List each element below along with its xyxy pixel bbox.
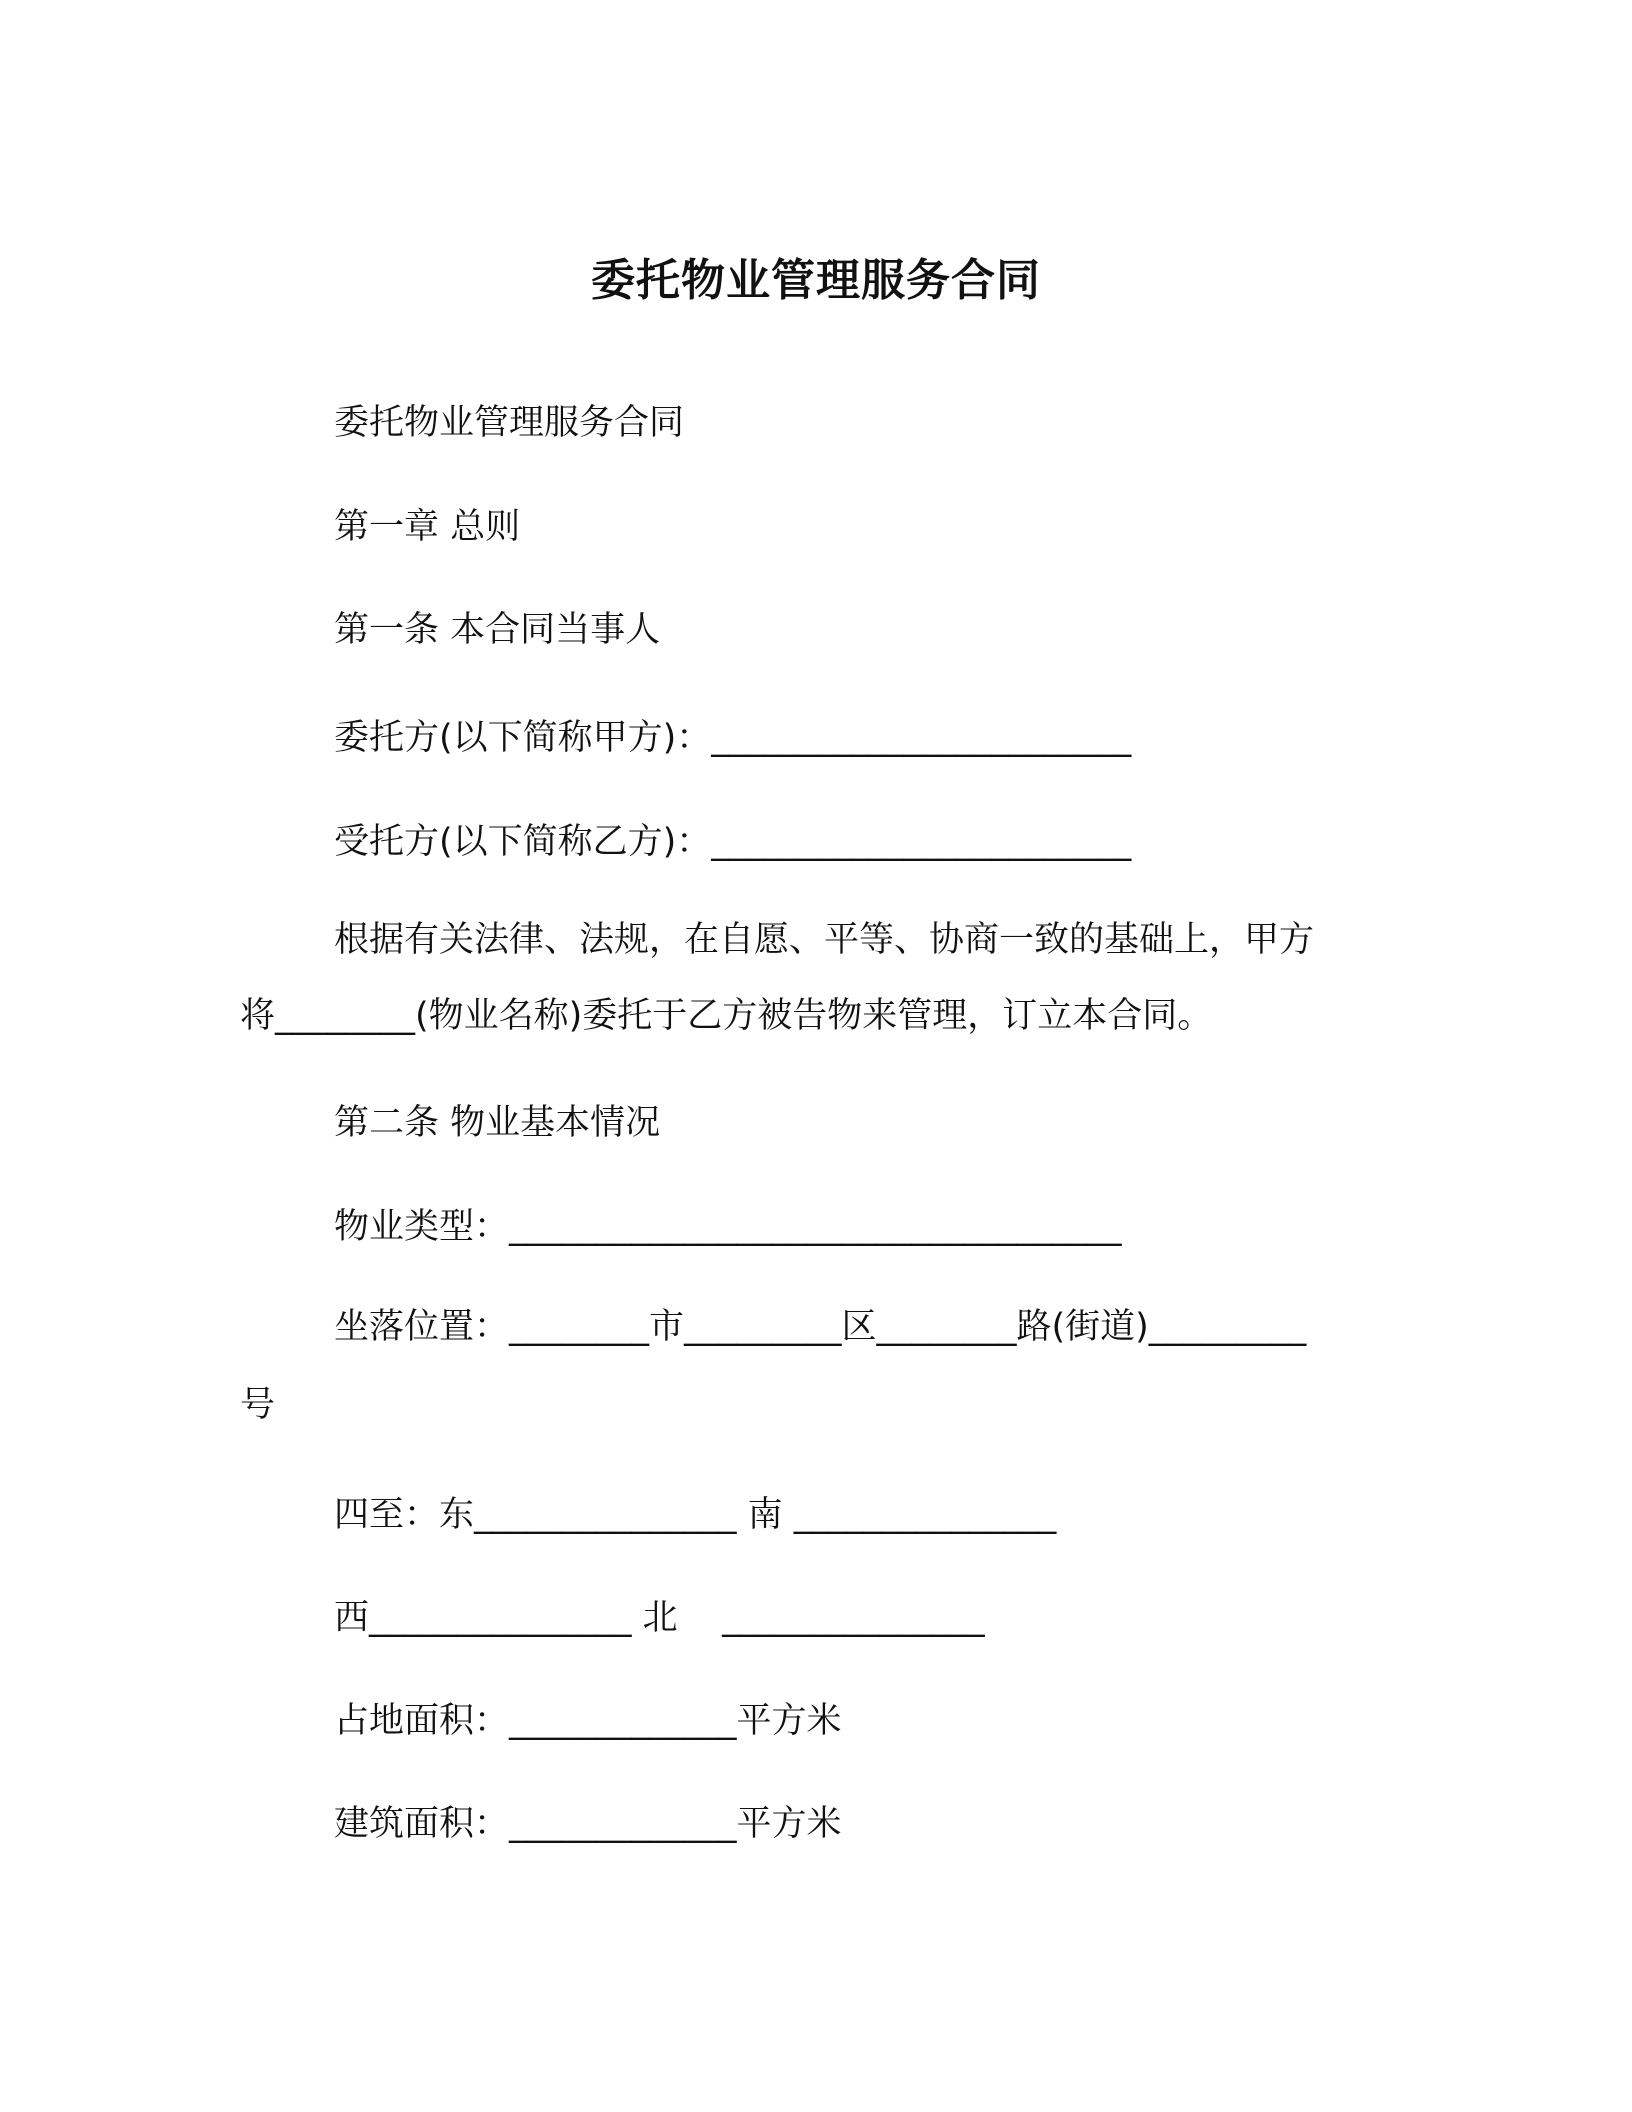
property-type-field: 物业类型：___________________________________ bbox=[334, 1207, 1122, 1247]
boundaries-east-south: 四至：东_______________ 南 _______________ bbox=[334, 1495, 1057, 1535]
location-field-line-1: 坐落位置：________市_________区________路(街道)_________ bbox=[334, 1307, 1307, 1347]
land-area-field: 占地面积：_____________平方米 bbox=[334, 1701, 842, 1741]
building-area-field: 建筑面积：_____________平方米 bbox=[334, 1804, 842, 1844]
article-two-heading: 第二条 物业基本情况 bbox=[334, 1103, 661, 1143]
agreement-paragraph-line-2: 将________(物业名称)委托于乙方被告物来管理，订立本合同。 bbox=[240, 996, 1213, 1036]
party-a-field: 委托方(以下简称甲方)：________________________ bbox=[334, 718, 1132, 758]
party-b-field: 受托方(以下简称乙方)：________________________ bbox=[334, 822, 1132, 862]
contract-heading: 委托物业管理服务合同 bbox=[334, 403, 685, 443]
chapter-one-heading: 第一章 总则 bbox=[334, 507, 521, 547]
article-one-heading: 第一条 本合同当事人 bbox=[334, 610, 661, 650]
boundaries-west-north: 西_______________ 北 _______________ bbox=[334, 1598, 985, 1638]
agreement-paragraph-line-1: 根据有关法律、法规，在自愿、平等、协商一致的基础上，甲方 bbox=[334, 920, 1315, 960]
document-title: 委托物业管理服务合同 bbox=[591, 255, 1041, 307]
location-field-line-2: 号 bbox=[240, 1385, 276, 1425]
